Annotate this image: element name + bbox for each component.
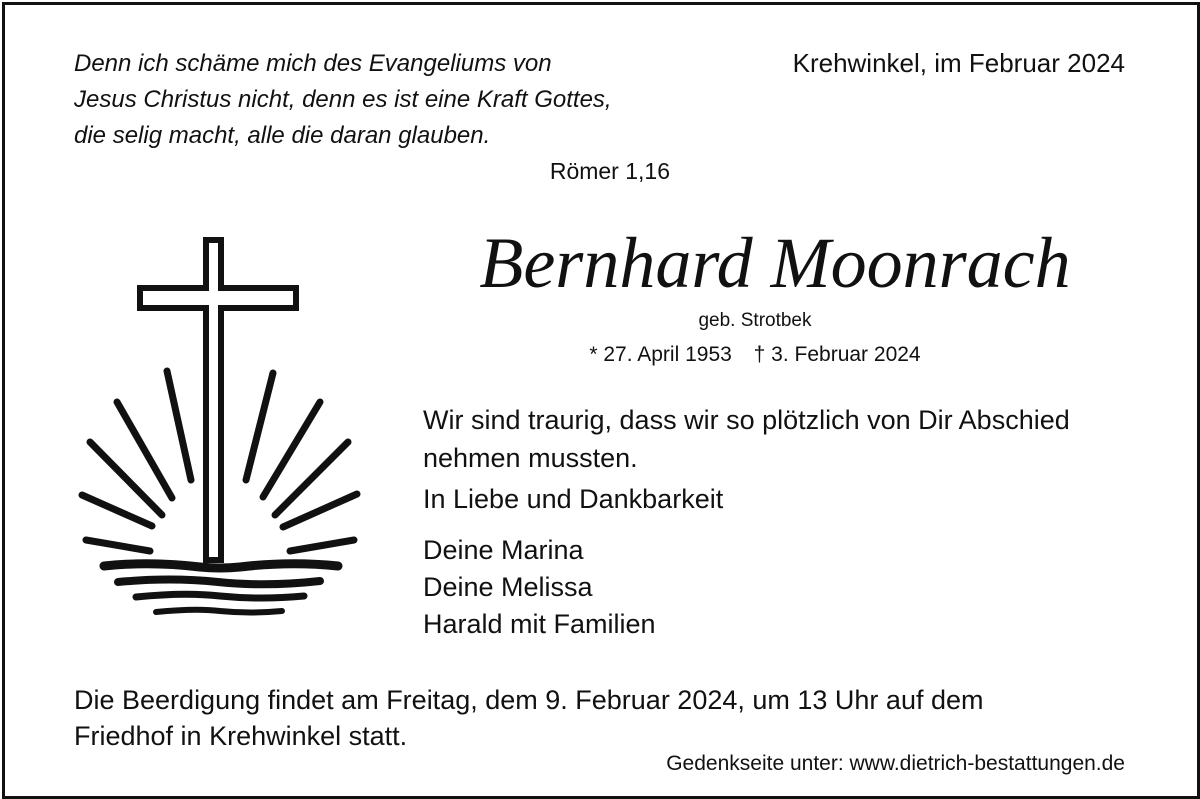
verse-reference: Römer 1,16 [549,158,670,184]
verse-line: Jesus Christus nicht, denn es ist eine Kraft Gottes, [74,86,612,113]
wave [118,580,320,585]
funeral-line: Die Beerdigung findet am Freitag, dem 9. Februar 2024, um 13 Uhr auf dem [74,685,984,715]
condolence-message [423,401,1143,477]
bible-verse [74,46,694,154]
signers-list [423,532,656,643]
wave [156,610,282,613]
message-line: Wir sind traurig, dass wir so plötzlich von Dir Abschied [423,405,1070,435]
ray [246,373,273,480]
funeral-line: Friedhof in Krehwinkel statt. [74,721,408,751]
wave [136,594,304,598]
birth-name: geb. Strotbek [698,310,812,331]
ray [117,402,172,498]
signer: Harald mit Familien [423,609,656,639]
memorial-page-link: Gedenkseite unter: www.dietrich-bestattungen.de [666,752,1125,775]
closing-line: In Liebe und Dankbarkeit [423,484,724,514]
birth-date: * 27. April 1953 [589,343,732,366]
signer: Deine Melissa [423,572,593,602]
deceased-name: Bernhard Moonrach [479,223,1071,303]
message-line: nehmen mussten. [423,443,638,473]
ray [86,540,150,551]
verse-line: die selig macht, alle die daran glauben. [74,122,491,149]
verse-line: Denn ich schäme mich des Evangeliums von [74,50,552,77]
ray [167,371,191,480]
wave [104,564,338,568]
cross-with-rays-icon [70,230,370,630]
life-dates [540,343,970,367]
ray [82,495,152,526]
funeral-notice [74,682,1154,754]
death-date: † 3. Februar 2024 [753,343,921,366]
signer: Deine Marina [423,535,584,565]
place-date: Krehwinkel, im Februar 2024 [792,48,1125,78]
ray [290,540,354,551]
